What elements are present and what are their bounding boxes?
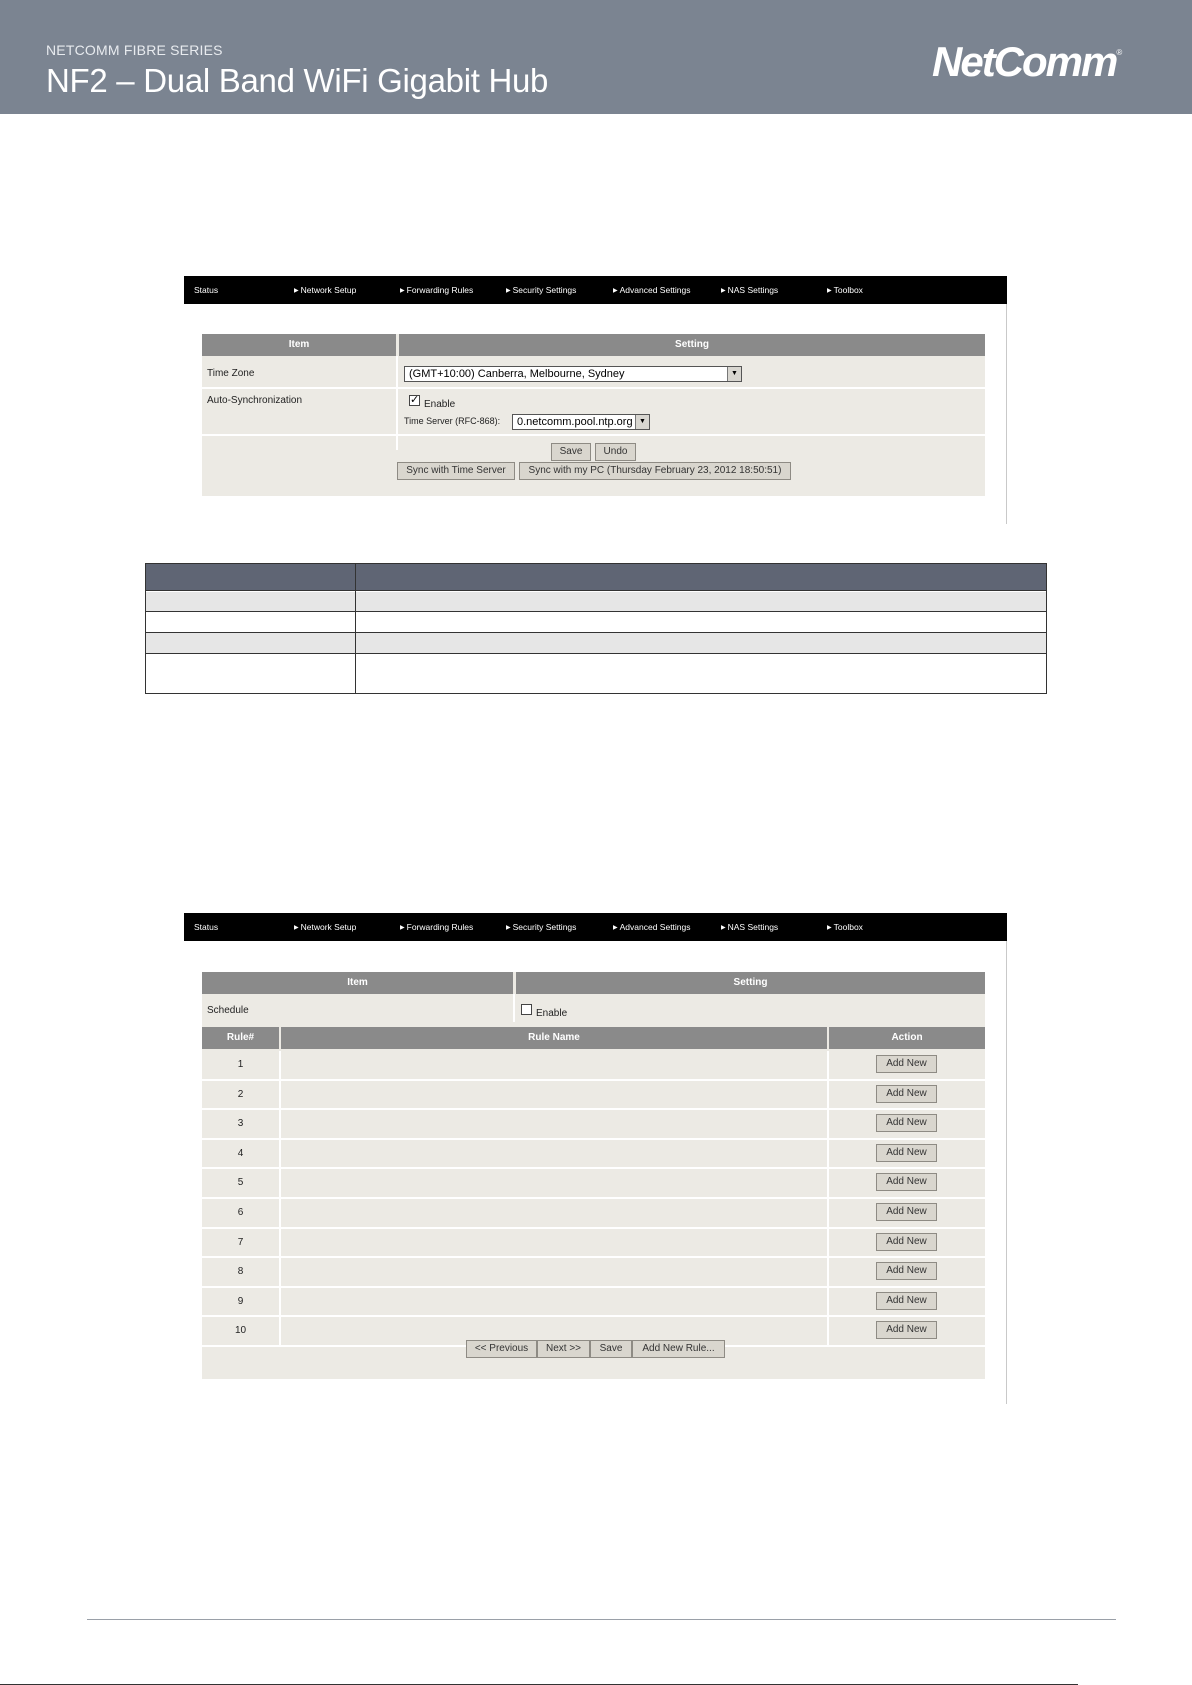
sync-pc-button[interactable]: Sync with my PC (Thursday February 23, 2012 18:50:51) [519,462,791,480]
rule-number: 5 [237,1177,244,1189]
enable-label: Enable [424,399,456,410]
add-new-button[interactable]: Add New [876,1085,937,1103]
top-nav [184,276,1007,304]
table-row [202,1229,985,1257]
col-rule-header: Rule# [202,1027,279,1049]
rule-number: 6 [237,1207,244,1218]
description-table [145,563,1047,694]
table-row [202,1288,985,1316]
arrow-right-icon: ▶ [506,925,511,931]
time-settings-screenshot [184,276,1007,524]
table-row [202,1199,985,1227]
column-divider [827,1317,829,1347]
schedule-panel [202,972,985,1379]
time-zone-select[interactable]: (GMT+10:00) Canberra, Melbourne, Sydney ▼ [404,366,742,382]
arrow-right-icon: ▶ [613,925,618,931]
rule-number: 9 [237,1295,244,1307]
table-row [202,1051,985,1079]
table-row [146,654,1046,693]
netcomm-logo: NetComm® [932,38,1123,85]
rule-number: 10 [234,1325,247,1337]
nav-nas-settings[interactable]: ▶ NAS Settings [721,922,779,932]
save-button[interactable]: Save [590,1340,632,1358]
auto-sync-checkbox[interactable]: ✓ [410,394,420,406]
table-row [202,1169,985,1197]
column-divider [827,1110,829,1140]
nav-forwarding-rules[interactable]: ▶ Forwarding Rules [400,285,474,295]
nav-toolbox[interactable]: ▶ Toolbox [827,285,863,295]
column-divider [827,1258,829,1288]
column-divider [279,1288,281,1318]
col-item-header: Item [202,334,396,356]
nav-status[interactable]: Status [194,285,219,295]
column-divider [279,1169,281,1199]
add-new-button[interactable]: Add New [876,1292,937,1310]
arrow-right-icon: ▶ [400,925,405,931]
time-server-select[interactable]: 0.netcomm.pool.ntp.org ▼ [512,414,650,430]
add-new-rule-button[interactable]: Add New Rule... [632,1340,725,1358]
nav-network-setup[interactable]: ▶ Network Setup [294,922,357,932]
rule-number: 7 [237,1236,244,1248]
column-divider [827,1229,829,1259]
arrow-right-icon: ▶ [613,288,618,294]
table-row [146,592,1046,611]
col-setting-header: Setting [516,972,985,994]
enable-label: Enable [536,1008,568,1019]
column-divider [827,1288,829,1318]
col-rule-name-header: Rule Name [281,1027,827,1049]
arrow-right-icon: ▶ [294,925,299,931]
nav-network-setup[interactable]: ▶ Network Setup [294,285,357,295]
arrow-right-icon: ▶ [827,925,832,931]
column-divider [279,1140,281,1170]
nav-advanced-settings[interactable]: ▶ Advanced Settings [613,922,691,932]
column-divider [513,994,515,1022]
top-nav [184,913,1007,941]
table-row [202,1110,985,1138]
schedule-enable-checkbox[interactable] [521,1004,532,1015]
column-divider [279,1229,281,1259]
table-row [202,1081,985,1109]
table-row [202,1140,985,1168]
add-new-button[interactable]: Add New [876,1233,937,1251]
rule-number: 3 [237,1118,244,1130]
save-button[interactable]: Save [551,443,591,461]
row-divider [146,590,1046,591]
rule-number: 8 [237,1266,244,1278]
col-item-header: Item [202,972,513,994]
next-button[interactable]: Next >> [537,1340,590,1358]
nav-advanced-settings[interactable]: ▶ Advanced Settings [613,285,691,295]
column-divider [827,1081,829,1111]
table-header [146,564,1046,590]
chevron-down-icon: ▼ [727,367,741,381]
nav-security-settings[interactable]: ▶ Security Settings [506,922,577,932]
nav-nas-settings[interactable]: ▶ NAS Settings [721,285,779,295]
column-divider [279,1317,281,1347]
add-new-button[interactable]: Add New [876,1321,937,1339]
schedule-label: Schedule [207,1005,249,1016]
row-divider [202,434,985,436]
rule-number: 2 [237,1088,244,1100]
arrow-right-icon: ▶ [294,288,299,294]
add-new-button[interactable]: Add New [876,1203,937,1221]
undo-button[interactable]: Undo [595,443,636,461]
add-new-button[interactable]: Add New [876,1144,937,1162]
table-row [146,612,1046,632]
arrow-right-icon: ▶ [721,925,726,931]
schedule-screenshot [184,913,1007,1404]
previous-button[interactable]: << Previous [466,1340,537,1358]
column-divider [279,1199,281,1229]
nav-forwarding-rules[interactable]: ▶ Forwarding Rules [400,922,474,932]
column-divider [279,1081,281,1111]
table-row [202,1258,985,1286]
time-settings-panel [202,334,985,496]
footer-divider [87,1619,1116,1620]
arrow-right-icon: ▶ [721,288,726,294]
add-new-button[interactable]: Add New [876,1173,937,1191]
time-server-label: Time Server (RFC-868): [404,416,501,426]
column-divider [827,1140,829,1170]
add-new-button[interactable]: Add New [876,1055,937,1073]
rule-number: 4 [237,1147,244,1159]
time-zone-label: Time Zone [207,368,255,379]
arrow-right-icon: ▶ [827,288,832,294]
column-divider [827,1199,829,1229]
series-label: NETCOMM FIBRE SERIES [46,42,223,58]
nav-security-settings[interactable]: ▶ Security Settings [506,285,577,295]
sync-time-server-button[interactable]: Sync with Time Server [397,462,515,480]
column-divider [355,564,356,693]
column-divider [279,1258,281,1288]
arrow-right-icon: ▶ [400,288,405,294]
add-new-button[interactable]: Add New [876,1262,937,1280]
column-divider [279,1110,281,1140]
auto-sync-label: Auto-Synchronization [207,395,303,406]
column-divider [827,1051,829,1081]
col-action-header: Action [829,1027,985,1049]
nav-toolbox[interactable]: ▶ Toolbox [827,922,863,932]
table-row [146,633,1046,653]
nav-status[interactable]: Status [194,922,219,932]
column-divider [279,1051,281,1081]
rule-number: 1 [237,1059,244,1070]
col-setting-header: Setting [399,334,985,356]
chevron-down-icon: ▼ [635,415,649,429]
arrow-right-icon: ▶ [506,288,511,294]
column-divider [827,1169,829,1199]
document-title: NF2 – Dual Band WiFi Gigabit Hub [46,62,549,99]
document-header [0,0,1192,114]
add-new-button[interactable]: Add New [876,1114,937,1132]
row-divider [202,387,985,389]
